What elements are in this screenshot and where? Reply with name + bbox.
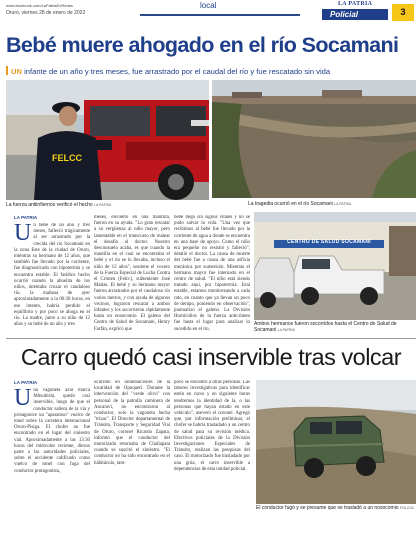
story2-headline: Carro quedó casi inservible tras volcar <box>20 344 402 370</box>
story2-dropcap: U <box>14 388 32 411</box>
photo2-caption-text: La tragedia ocurrió en el río Socamani <box>248 201 333 207</box>
photo-officer-truck <box>6 80 209 200</box>
story1-headline: Bebé muere ahogado en el río Socamani <box>6 33 399 57</box>
story2-col1-text: na vagoneta azul marca Mitsubishi, quedó casi inservible, luego de que el conductor saliera de la vía y protagonice un "aparatoso" vuelco de tonel sobre la carretera internacional Oruro-Pisiga. El chofer no fue encontrado en el lugar del siniestro vial. Aproximadamente a las 13:30 horas del miércoles reciente, dieron parte a las autoridades policiales, sobre el accidente calificado como vuelco de tonel con fuga del conductor protagonista, <box>14 388 90 474</box>
page-header <box>0 0 420 32</box>
photo-overturned-vehicle <box>256 380 416 504</box>
photo1-credit: LA PATRIA <box>94 203 112 207</box>
subhead-lead: UN <box>11 67 22 76</box>
story1-column-2 <box>94 215 170 335</box>
section-name: local <box>200 1 217 10</box>
story2-col3-text: poco se encontró a otras personas. Las labores investigativas para identificar estén en curso y en siguiente horas tendremos la identidad de la, o las personas que hayan estado en este vehículo", aseveró el coronel. Agregó que, por información preliminar, el chofer se habría trasladado a un centro de salud para su revisión médica. Efectivos policiales de la División Investigaciones Especiales de Tránsito, realizan las pesquisas del caso. El motorizado fue trasladado por una grúa, el carro inservible a dependencias de esta unidad policial. <box>174 380 250 472</box>
website-url[interactable]: www.facebook.com/LaPatriaEnRedes <box>6 3 73 8</box>
photo3-credit: LA PATRIA <box>277 327 295 332</box>
story1-col1-text: n bebé de un año y tres meses, falleció trágicamente al ser arrastrado por la crecida del río Socamani en la zona Este de la ciudad de Oruro, mientras su hermano de 12 años, que también fue llevado por la corriente, fue diagnosticado con hipotermia y se encuentra estable. El fatídico hecho ocurrió cuando la abuelita de los niños, intentaba cruzar el caudaloso río, la mañana de ayer aproximadamente a la 06:30 horas, en ese intento, habría perdido el equilibrio y por poco se ahoga en el río. La madre, junto a su niño de 12 años y su bebé de un año y tres <box>14 223 90 328</box>
photo3-caption <box>254 322 416 334</box>
story-divider <box>6 338 416 339</box>
subhead-text: infante de un año y tres meses, fue arrastrado por el caudal del río y fue rescatado sin vida <box>24 67 331 76</box>
story1-column-3 <box>174 215 250 335</box>
story1-dropcap: U <box>14 223 32 246</box>
story1-kicker: LA PATRIA <box>14 215 38 220</box>
photo1-caption <box>6 202 209 208</box>
photo4-caption-text: El conductor fugó y se presume que se trasladó a un nosocomio <box>256 505 399 511</box>
photo4-credit: POLICÍA <box>399 506 414 510</box>
photo4-caption <box>256 506 416 512</box>
story2-column-1 <box>14 388 90 532</box>
header-rule <box>140 14 300 16</box>
story1-column-1 <box>14 223 90 335</box>
story2-kicker: LA PATRIA <box>14 380 38 385</box>
paper-logo: LA PATRIA <box>338 1 373 7</box>
photo3-caption-text: Ambos hermanos fueron socorridos hasta el Centro de Salud de Socamani <box>254 321 397 333</box>
page-number: 3 <box>392 4 414 21</box>
story2-col2-text: ocurrido en inmediaciones de la localidad de Opoqueri. Durante la intervención del "verde olivo" con personal de la patrulla caminera de Ancaravi, no encontraron al conductor, solo la vagoneta hecha "trizas". El Director departamental de Tránsito, Transporte y Seguridad Vial de Oruro, coronel Ricardo Zapata, informó que el conductor del motorizado retornaba de Challapata cuando se suscitó el siniestro. "El conductor no ha sido encontrado en el hábitáculo, tam- <box>94 380 170 466</box>
photo-river <box>212 80 416 198</box>
dateline: Oruro, viernes 28 de enero de 2022 <box>6 10 86 16</box>
health-center-sign: CENTRO DE SALUD SOCAMANI <box>287 239 371 245</box>
story2-column-2 <box>94 380 170 532</box>
story1-subheadline <box>6 66 416 76</box>
subhead-bar <box>6 66 8 75</box>
photo1-caption-text: La fuerza antiinfiernos verificó el hecho <box>6 202 93 208</box>
photo2-caption <box>248 201 416 207</box>
photo2-credit: LA PATRIA <box>334 202 352 206</box>
photo-health-center <box>254 212 416 320</box>
section-tag: Policial <box>322 9 388 20</box>
story1-col2-text: meses, envuelto en una mantilla, fueron en su ayuda. "Lo gran rescatar a su vergüenza al niño mayor, pero lamentable en el transcurso de malear el desafío al doctor. Nuestro desconsuelo acaba, es que cuando la mantilla en el cual se encontraba el bebé y el río se lo llevaba, incluso el niño de 12 años", sostiene el vocero de la Fuerza Especial de Lucha Contra el Crimen (Felcc), subteniente José Matias. El bebé y su hermano mayor fueron arrastrados por el caudaloso río varios metros, y con ayuda de algunos vecinos, lograron rescatar a ambos infantes y los socorrieron rápidamente hasta un nosocomio. El galeno del Centro de Salud de Socamani, Henry Farfán, explicó que <box>94 215 170 332</box>
story1-col3-text: bebé llegó sin signos vitales y no se pudo salvar la vida. "Una vez que recibimos al bebé fue llevado por la corriente de agua a donde se encuentra en una base de apoyo. Como el niño era pequeño no resistió y falleció", detalló el doctor. La causa de muerte del bebé fue a causa de una asfixia mecánica por sumersión. Mientras el hermano mayor fue internado en el centro de salud. "El niño está siendo tratado aquí, por hipotermia. Está estable, estamos monitoreando a cada rato, en cuanto que ya llevan un poco de tiempo, poniendo en observación", puntualizó el galeno. La División Homicidios de la fuerza anticrimen fue hasta el lugar para analizar lo sucedido en el río, <box>174 215 250 332</box>
felcc-label: FELCC <box>52 153 82 163</box>
story2-column-3 <box>174 380 250 532</box>
